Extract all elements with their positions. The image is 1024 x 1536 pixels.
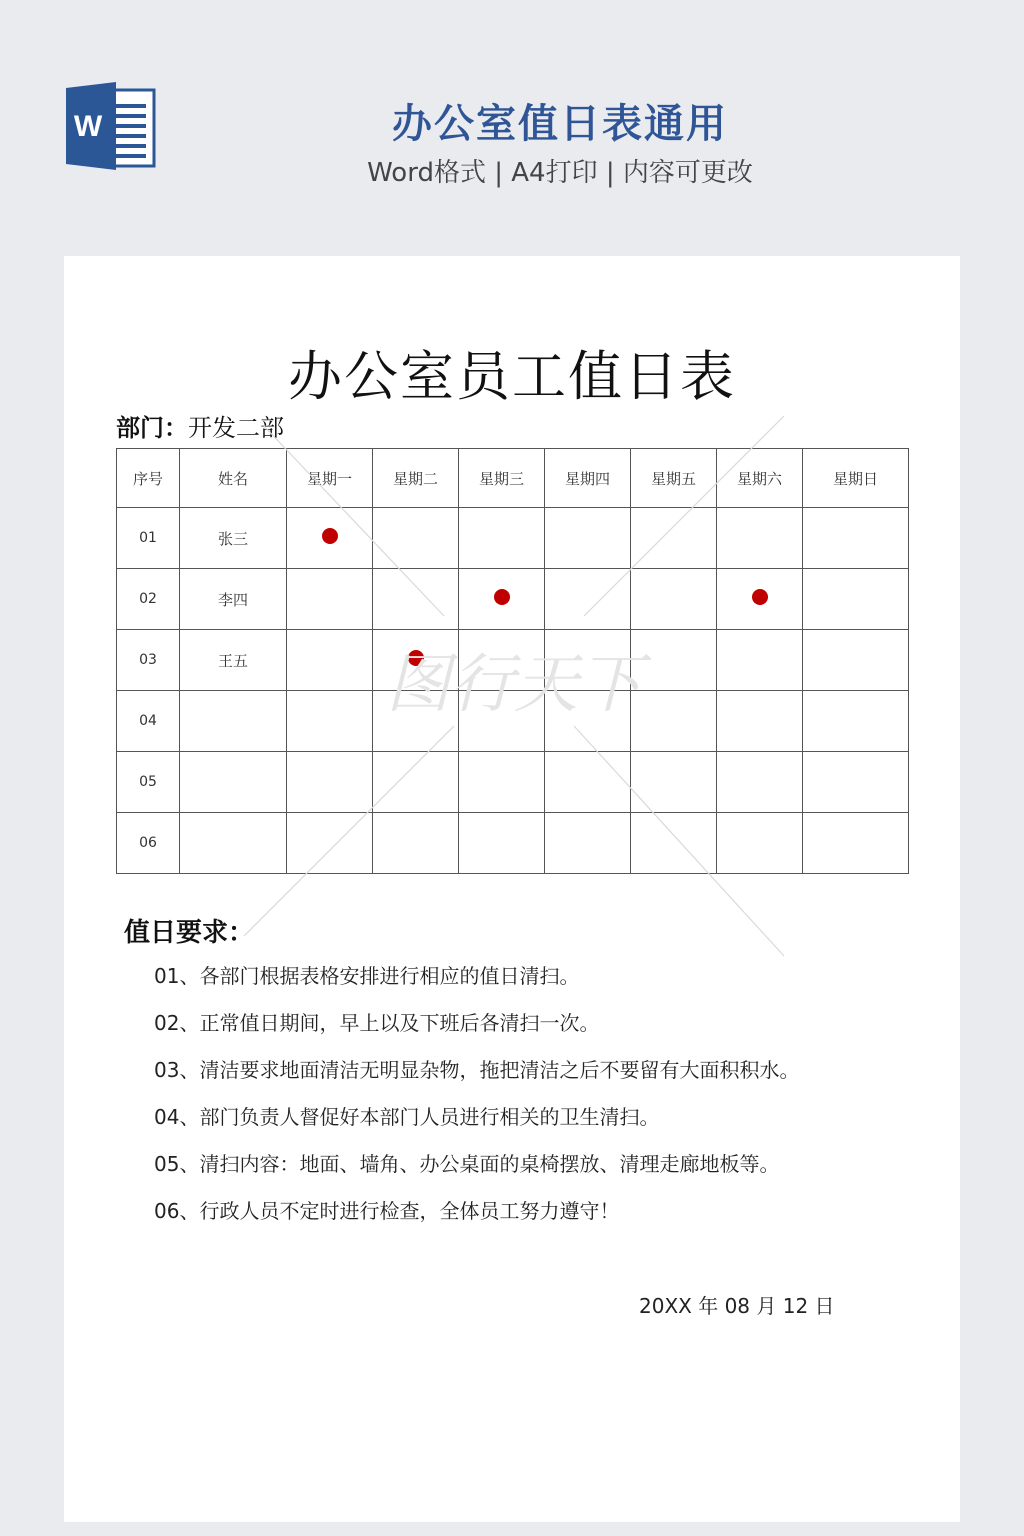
- column-header: 星期四: [545, 449, 631, 508]
- duty-marker-icon: [322, 528, 338, 544]
- column-header: 星期六: [717, 449, 803, 508]
- table-row: [117, 752, 909, 813]
- table-row: [117, 630, 909, 691]
- duty-cell: [631, 691, 717, 752]
- department-value: 开发二部: [188, 414, 284, 442]
- requirement-item: [154, 1054, 799, 1101]
- duty-cell: [545, 508, 631, 569]
- column-header: 序号: [117, 449, 180, 508]
- row-number: 05: [117, 752, 180, 813]
- table-row: [117, 813, 909, 874]
- employee-name: [180, 691, 287, 752]
- employee-name: 李四: [180, 569, 287, 630]
- row-number: 03: [117, 630, 180, 691]
- banner-subtitle: Word格式 | A4打印 | 内容可更改: [367, 158, 753, 188]
- duty-cell: [631, 630, 717, 691]
- duty-cell: [803, 630, 909, 691]
- duty-marker-icon: [752, 589, 768, 605]
- duty-cell: [459, 508, 545, 569]
- table-row: [117, 691, 909, 752]
- document-date: 20XX 年 08 月 12 日: [639, 1294, 835, 1318]
- duty-cell: [287, 813, 373, 874]
- duty-cell: [287, 508, 373, 569]
- department-line: [116, 408, 284, 443]
- duty-cell: [545, 630, 631, 691]
- watermark-text: 图行天下: [386, 648, 642, 722]
- requirement-number: 01: [154, 964, 180, 988]
- column-header: 星期五: [631, 449, 717, 508]
- duty-cell: [717, 508, 803, 569]
- table-row: [117, 508, 909, 569]
- employee-name: 张三: [180, 508, 287, 569]
- column-header: 星期二: [373, 449, 459, 508]
- requirement-item: [154, 1195, 799, 1242]
- requirement-number: 05: [154, 1152, 180, 1176]
- requirement-item: [154, 960, 799, 1007]
- requirement-text: 、正常值日期间，早上以及下班后各清扫一次。: [179, 1011, 600, 1035]
- watermark: [64, 256, 960, 1522]
- employee-name: [180, 813, 287, 874]
- row-number: 02: [117, 569, 180, 630]
- duty-cell: [373, 508, 459, 569]
- duty-cell: [287, 691, 373, 752]
- requirement-text: 、清扫内容：地面、墙角、办公桌面的桌椅摆放、清理走廊地板等。: [179, 1152, 780, 1176]
- duty-cell: [717, 691, 803, 752]
- banner-title: 办公室值日表通用: [392, 101, 728, 147]
- requirement-text: 、行政人员不定时进行检查，全体员工努力遵守！: [179, 1199, 620, 1223]
- duty-table: [116, 448, 909, 874]
- department-label: 部门：: [116, 414, 188, 442]
- duty-cell: [545, 569, 631, 630]
- duty-cell: [631, 752, 717, 813]
- duty-cell: [373, 813, 459, 874]
- requirement-number: 06: [154, 1199, 180, 1223]
- duty-cell: [373, 691, 459, 752]
- duty-cell: [459, 813, 545, 874]
- row-number: 04: [117, 691, 180, 752]
- requirement-text: 、各部门根据表格安排进行相应的值日清扫。: [179, 964, 580, 988]
- duty-cell: [717, 813, 803, 874]
- duty-marker-icon: [408, 650, 424, 666]
- duty-cell: [373, 569, 459, 630]
- table-header-row: [117, 449, 909, 508]
- requirement-item: [154, 1007, 799, 1054]
- duty-cell: [717, 752, 803, 813]
- word-icon: [64, 80, 156, 172]
- duty-cell: [287, 630, 373, 691]
- duty-cell: [803, 691, 909, 752]
- duty-marker-icon: [494, 589, 510, 605]
- table-row: [117, 569, 909, 630]
- requirements-list: [154, 960, 799, 1242]
- requirement-number: 02: [154, 1011, 180, 1035]
- duty-cell: [631, 813, 717, 874]
- requirement-text: 、部门负责人督促好本部门人员进行相关的卫生清扫。: [179, 1105, 660, 1129]
- duty-cell: [717, 630, 803, 691]
- column-header: 星期日: [803, 449, 909, 508]
- duty-cell: [459, 569, 545, 630]
- duty-cell: [631, 508, 717, 569]
- duty-cell: [717, 569, 803, 630]
- requirement-item: [154, 1101, 799, 1148]
- duty-cell: [373, 752, 459, 813]
- duty-cell: [545, 813, 631, 874]
- duty-cell: [287, 569, 373, 630]
- duty-cell: [287, 752, 373, 813]
- duty-cell: [545, 691, 631, 752]
- employee-name: [180, 752, 287, 813]
- employee-name: 王五: [180, 630, 287, 691]
- requirement-text: 、清洁要求地面清洁无明显杂物，拖把清洁之后不要留有大面积积水。: [179, 1058, 800, 1082]
- duty-cell: [545, 752, 631, 813]
- requirement-number: 03: [154, 1058, 180, 1082]
- duty-cell: [631, 569, 717, 630]
- document-page: [64, 256, 960, 1522]
- requirements-heading: 值日要求：: [124, 918, 255, 948]
- column-header: 姓名: [180, 449, 287, 508]
- document-title: 办公室员工值日表: [288, 345, 736, 408]
- duty-cell: [803, 813, 909, 874]
- duty-cell: [803, 752, 909, 813]
- column-header: 星期一: [287, 449, 373, 508]
- requirement-item: [154, 1148, 799, 1195]
- duty-cell: [803, 569, 909, 630]
- duty-cell: [803, 508, 909, 569]
- row-number: 01: [117, 508, 180, 569]
- word-logo-letter: W: [73, 110, 103, 143]
- row-number: 06: [117, 813, 180, 874]
- duty-cell: [459, 691, 545, 752]
- requirement-number: 04: [154, 1105, 180, 1129]
- duty-cell: [373, 630, 459, 691]
- column-header: 星期三: [459, 449, 545, 508]
- duty-cell: [459, 752, 545, 813]
- duty-cell: [459, 630, 545, 691]
